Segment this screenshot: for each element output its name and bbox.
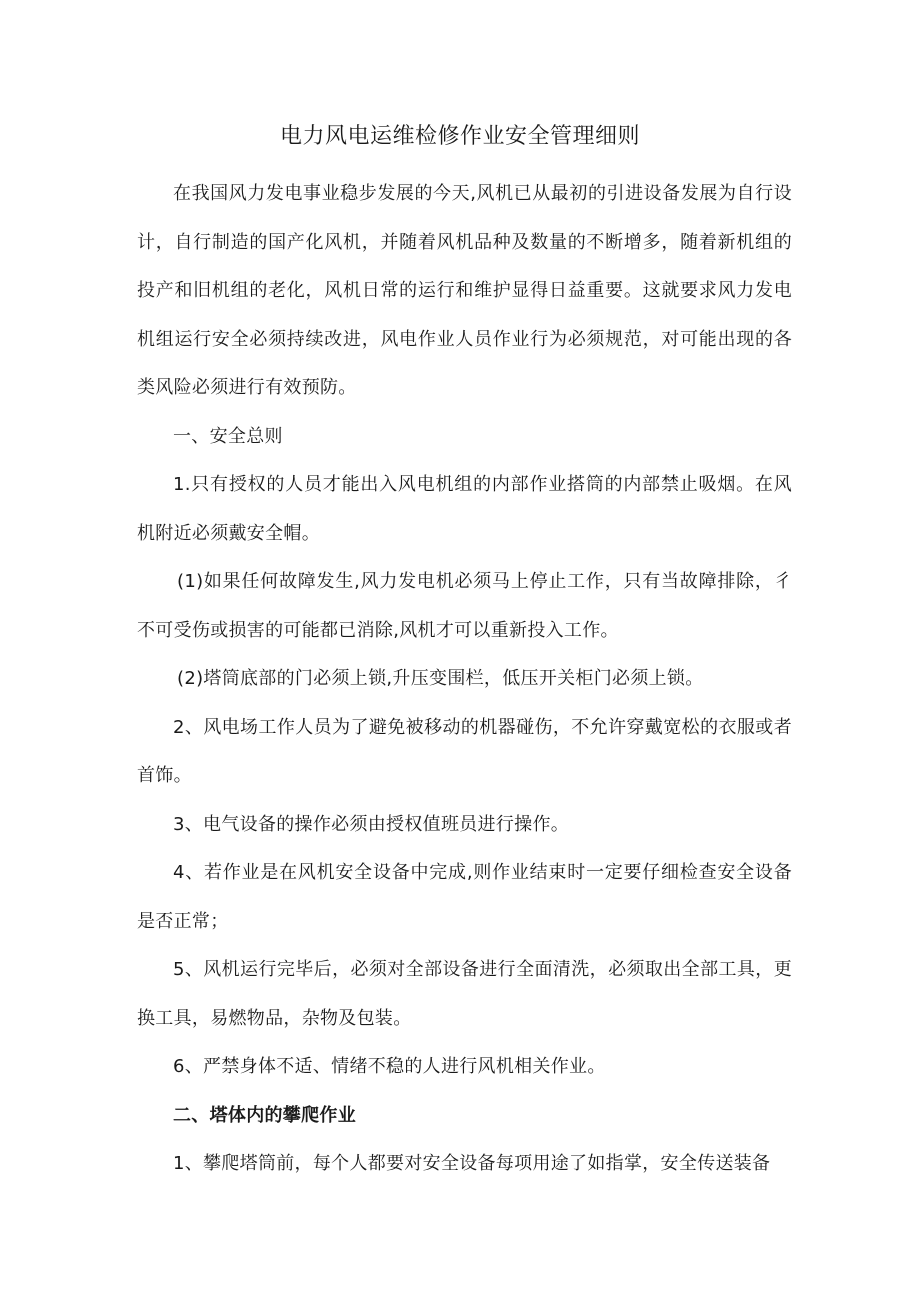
rule-item-1: 1.只有授权的人员才能出入风电机组的内部作业搭筒的内部禁止吸烟。在风机附近必须戴安全帽。 <box>137 474 792 544</box>
rule-subitem-1: (1)如果任何故障发生,风力发电机必须马上停止工作，只有当故障排除，彳不可受伤或损害的可能都已消除,风机才可以重新投入工作。 <box>137 571 792 641</box>
rule-item-4: 4、若作业是在风机安全设备中完成,则作业结束时一定要仔细检查安全设备是否正常； <box>137 862 792 932</box>
rule-item-3: 3、电气设备的操作必须由授权值班员进行操作。 <box>173 813 570 835</box>
intro-paragraph: 在我国风力发电事业稳步发展的今天,风机已从最初的引进设备发展为自行设计，自行制造的国产化风机，并随着风机品种及数量的不断增多，随着新机组的投产和旧机组的老化，风机日常的运行和维护显得日益重要。这就要求风力发电机组运行安全必须持续改进，风电作业人员作业行为必须规范，对可能出现的各类风险必须进行有效预防。 <box>137 183 792 398</box>
rule-item-2: 2、风电场工作人员为了避免被移动的机器碰伤，不允许穿戴宽松的衣服或者首饰。 <box>137 716 792 786</box>
rule-item-6: 6、严禁身体不适、情绪不稳的人进行风机相关作业。 <box>173 1056 606 1077</box>
section-heading-general-rules: 一、安全总则 <box>173 425 283 447</box>
rule-subitem-2: (2)塔筒底部的门必须上锁,升压变围栏，低压开关柜门必须上锁。 <box>177 668 704 689</box>
document-body <box>137 170 792 1189</box>
climbing-item-1: 1、攀爬塔筒前，每个人都要对安全设备每项用途了如指掌，安全传送装备 <box>173 1153 771 1174</box>
section-heading-tower-climbing: 二、塔体内的攀爬作业 <box>173 1104 356 1126</box>
document-title: 电力风电运维检修作业安全管理细则 <box>279 124 640 149</box>
rule-item-5: 5、风机运行完毕后，必须对全部设备进行全面清洗，必须取出全部工具，更换工具，易燃物品，杂物及包装。 <box>137 959 792 1029</box>
